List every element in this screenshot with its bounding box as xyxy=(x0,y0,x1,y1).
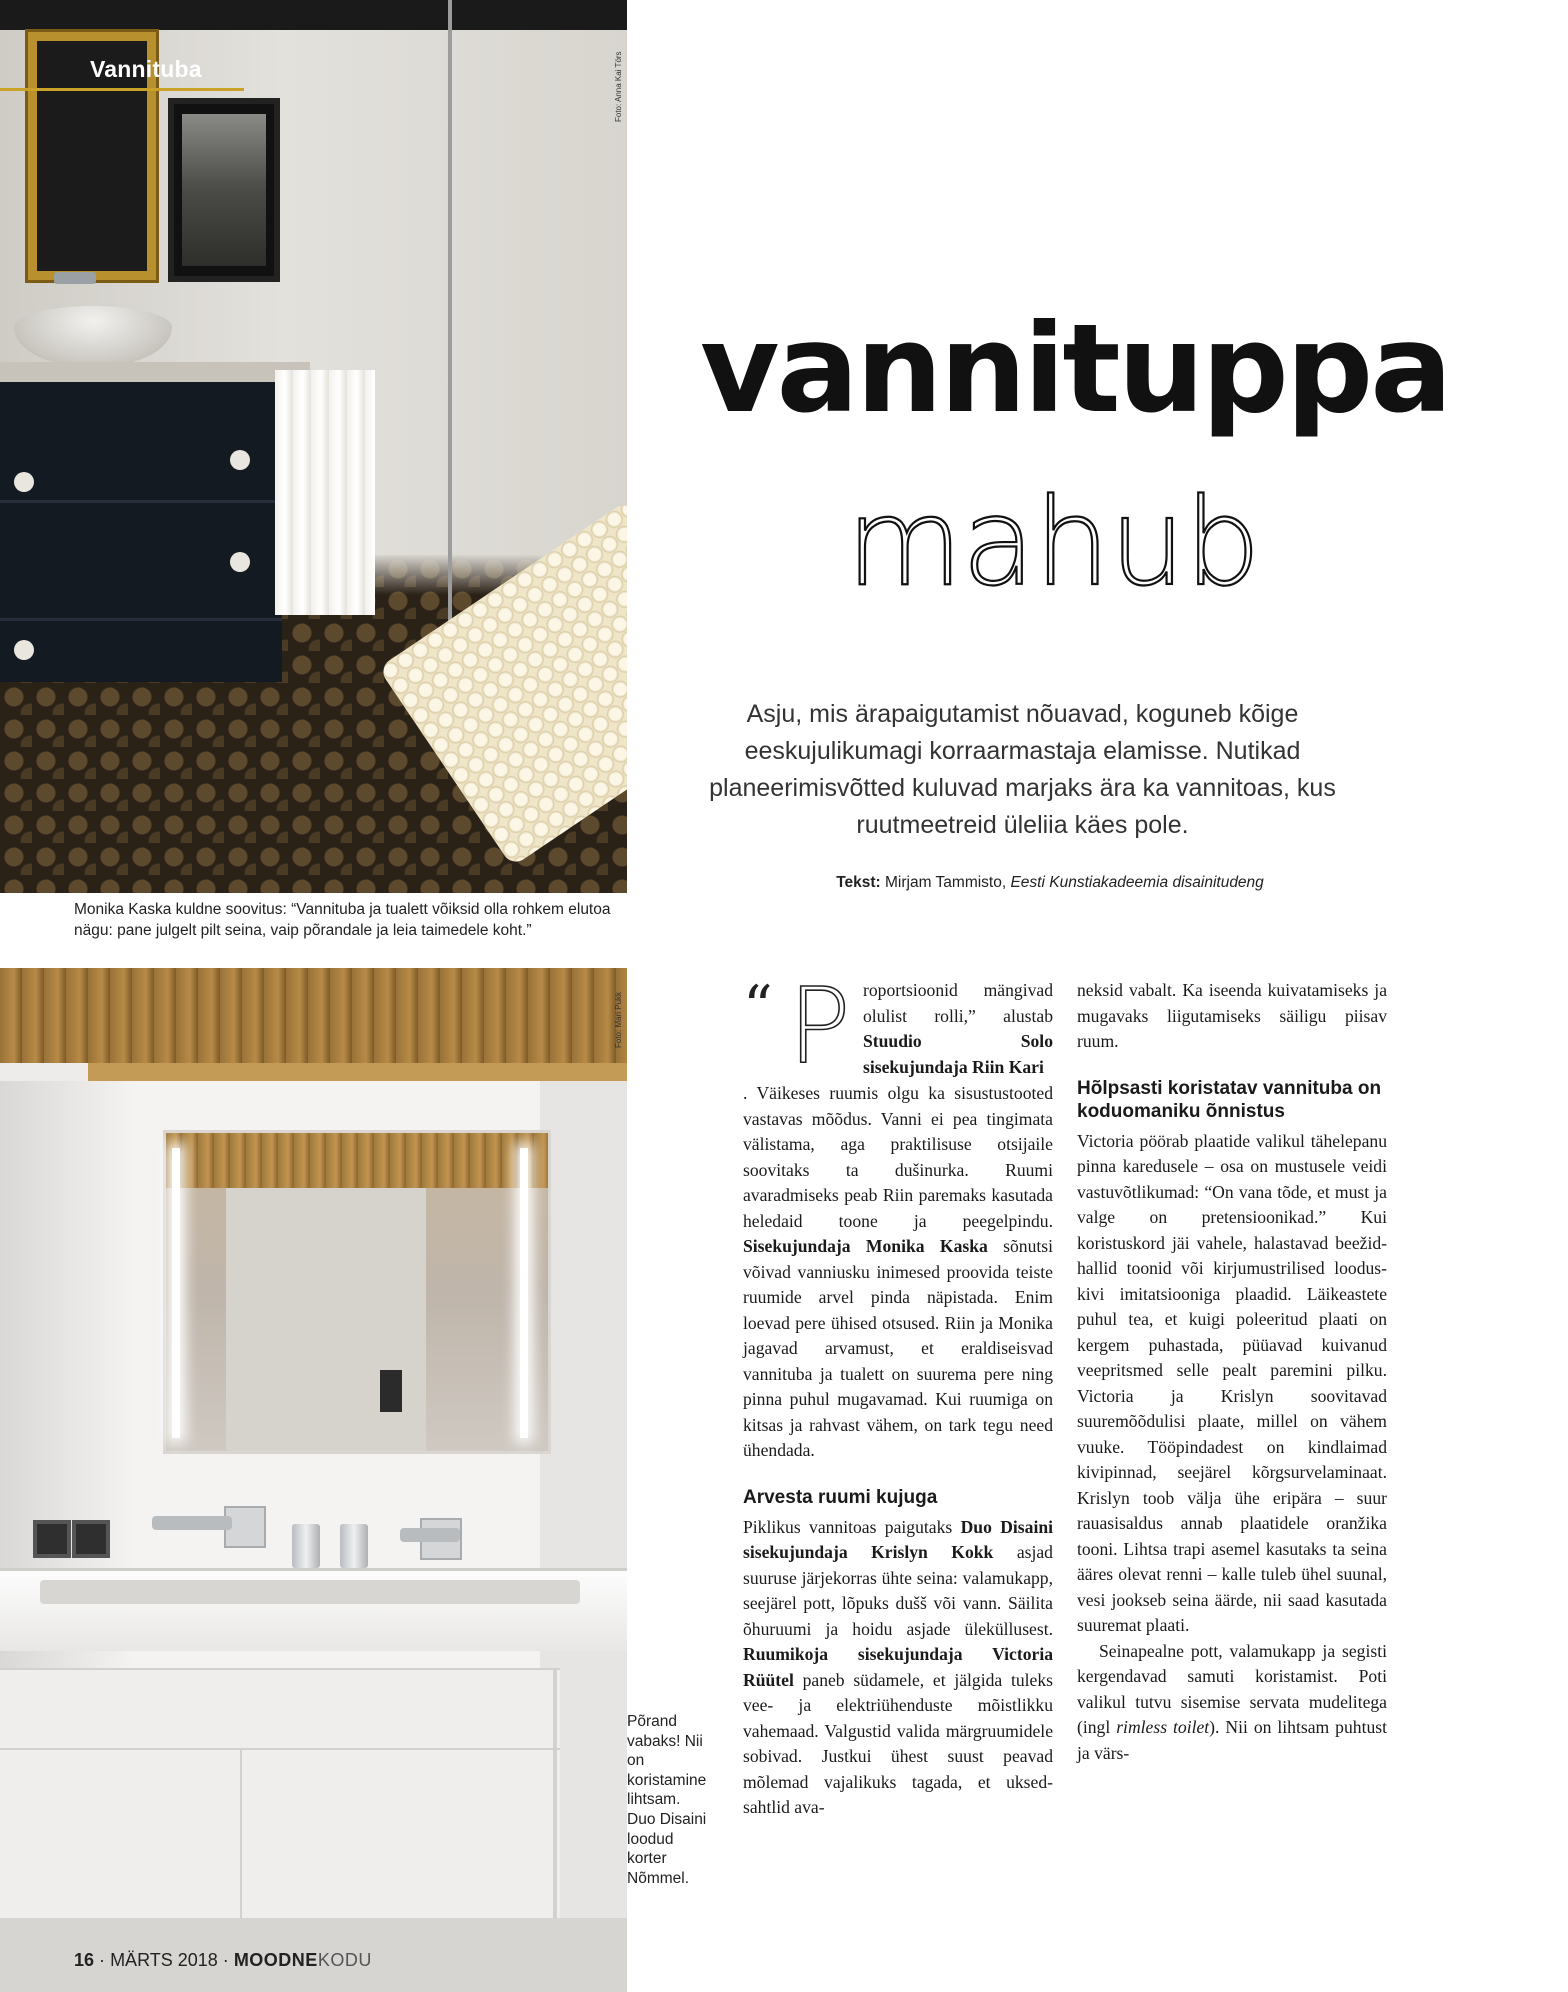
col2-p3-text-1: Seinapealne pott, valamukapp ja segisti kergendavad samuti koristamist. Poti valikul tutvu sisemise servata mudelitega (ingl xyxy=(1077,1640,1387,1737)
col2-p3-text-2: ). Nii on lihtsam puhtust ja värs- xyxy=(1077,1717,1387,1763)
quote-mark: “ xyxy=(743,973,773,1041)
footer-sep-1: · xyxy=(99,1950,106,1970)
byline xyxy=(750,874,1350,892)
intro-text-3: sõnutsi võivad vanniusku inimesed proovida teiste ruumide arvel pinda näpistada. Enim loevad pere ühised otsused. Riin ja Monika jagavad arvamust, et eraldiseisvad vannituba ja tualett on suurema pere ning pinna puhul mugavamad. Kui ruumiga on kitsas ja rahvast vähem, on tark tegu need ühendada. xyxy=(743,1236,1053,1460)
curtain xyxy=(275,370,375,615)
byline-role: Eesti Kunstiakadeemia disainitudeng xyxy=(1010,874,1264,891)
white-vanity xyxy=(0,1668,560,1920)
article-column-1 xyxy=(743,1081,1053,1821)
brand-light: KODU xyxy=(317,1950,372,1970)
intro-text-1: roportsioonid mängivad olulist rolli,” alustab xyxy=(863,980,1053,1026)
photo1-credit: Foto: Anna Kai Törs xyxy=(614,51,623,122)
page-number: 16 xyxy=(74,1950,95,1970)
headline-line-3: mahub xyxy=(846,474,1260,613)
p2-bold-1: Duo Disaini sisekujundaja Krislyn Kokk xyxy=(743,1516,1054,1562)
byline-label: Tekst: xyxy=(836,874,881,891)
byline-author: Mirjam Tammisto, xyxy=(885,874,1007,891)
article-column-2 xyxy=(1077,978,1387,1766)
page-footer xyxy=(74,1950,372,1971)
lead-paragraph: Asju, mis ärapaigutamist nõuavad, koguneb kõige eeskujulikumagi korraarmastaja elamisse. Nutikad planeerimisvõtted kuluvad marjaks ära ka vannitoas, kus ruutmeetreid üleliia käes pole. xyxy=(709,700,1336,839)
wall-mirror xyxy=(163,1130,551,1454)
intro-bold-1: Stuudio Solo sisekujundaja Riin Kari xyxy=(863,1031,1053,1077)
article-intro-top xyxy=(863,978,1053,1080)
photo-bathroom-white xyxy=(0,968,627,1992)
issue-date: MÄRTS 2018 xyxy=(110,1950,218,1970)
caption-photo1: Monika Kaska kuldne soovitus: “Vannituba ja tualett võiksid olla rohkem elutoa nägu: pane julgelt pilt seina, vaip põrandale ja leia taimedele koht.” xyxy=(74,901,611,939)
dark-cabinet xyxy=(0,382,282,682)
p2-text-2: asjad suuruse järjekorras ühte seina: valamukapp, seejärel pott, lõpuks dušš või vann. Säilita õhuruumi ja hoidu asjade üleküllusest. xyxy=(743,1542,1053,1639)
brand-bold: MOODNE xyxy=(233,1950,318,1970)
subhead-room-shape: Arvesta ruumi kujuga xyxy=(743,1486,938,1508)
p2-text-1: Piklikus vannitoas paigutaks xyxy=(743,1516,961,1537)
p2-bold-2: Ruumikoja sisekujundaja Victoria Rüütel xyxy=(743,1644,1053,1690)
caption-photo2: Põrand vabaks! Nii on koristamine lihtsam. Duo Disaini loodud korter Nõmmel. xyxy=(627,1713,707,1887)
drop-cap: P xyxy=(788,965,851,1087)
col2-paragraph-2: Victoria pöörab plaatide valikul tähelepanu pinna karedusele – osa on mustusele veidi vastuvõtlikumad: “On vana tõde, et must ja valge on pretensioonikad.” Kui koristuskord jäi vahele, halastavad beežid-hallid toonid või kirjumustrilised looduskivi imitatsiooniga plaadid. Läikeastete puhul tea, et kuigi poleeritud plaati on kergem puhastada, püüavad kuivanud veepritsmed selle pealt paremini pilku. Victoria ja Krislyn soovitavad suuremõõdulisi plaate, millel on vähem vuuke. Tööpindadest on kindlaimad kivipinnad, seejärel kõrgsurvelaminaat. Krislyn toob välja ühe eripära – suur rauasisaldus annab plaatidele oranžika tooni. Lihtsa trapi asemel kasutaks ta seina ääres olevat renni – kalle tuleb ühel suunal, vesi jookseb seina äärde, nii saad kasutada suuremat plaati. xyxy=(1077,1130,1387,1635)
p2-text-3: paneb südamele, et jälgida tuleks vee- ja elektriühenduste mõistlikku vahemaad. Valgustid valida märgruumidele sobivad. Justkui ühest suust peavad mõlemad vajalikuks tagada, et uksed-sahtlid ava- xyxy=(743,1669,1053,1817)
section-rule xyxy=(0,88,244,91)
col2-paragraph-1: neksid vabalt. Ka iseenda kuivatamiseks ja mugavaks liigutamiseks säiligu piisav ruum. xyxy=(1077,980,1387,1051)
photo2-credit: Foto: Mari Pukk xyxy=(614,991,623,1048)
photo-bathroom-dark xyxy=(0,0,627,893)
col2-p3-italic: rimless toilet xyxy=(1116,1717,1210,1737)
intro-text-2: . Väikeses ruumis olgu ka sisustustooted vastavas mõõdus. Vanni ei pea tingimata välistama, aga praktilisuse otsijaile soovitaks ta dušinurka. Ruumi avaradmiseks peab Riin paremaks kasutada heledaid toone ja peegelpindu. xyxy=(743,1083,1053,1231)
headline-line-1: Väiksessegi xyxy=(702,118,1370,257)
subhead-easy-clean: Hõlpsasti koristatav vannituba on koduomaniku õnnistus xyxy=(1077,1077,1382,1122)
headline-line-2: vannituppa xyxy=(700,298,1450,440)
framed-picture xyxy=(168,98,280,282)
intro-bold-2: Sisekujundaja Monika Kaska xyxy=(743,1236,988,1256)
footer-sep-2: · xyxy=(222,1950,229,1970)
section-tag: Vannituba xyxy=(90,56,202,82)
